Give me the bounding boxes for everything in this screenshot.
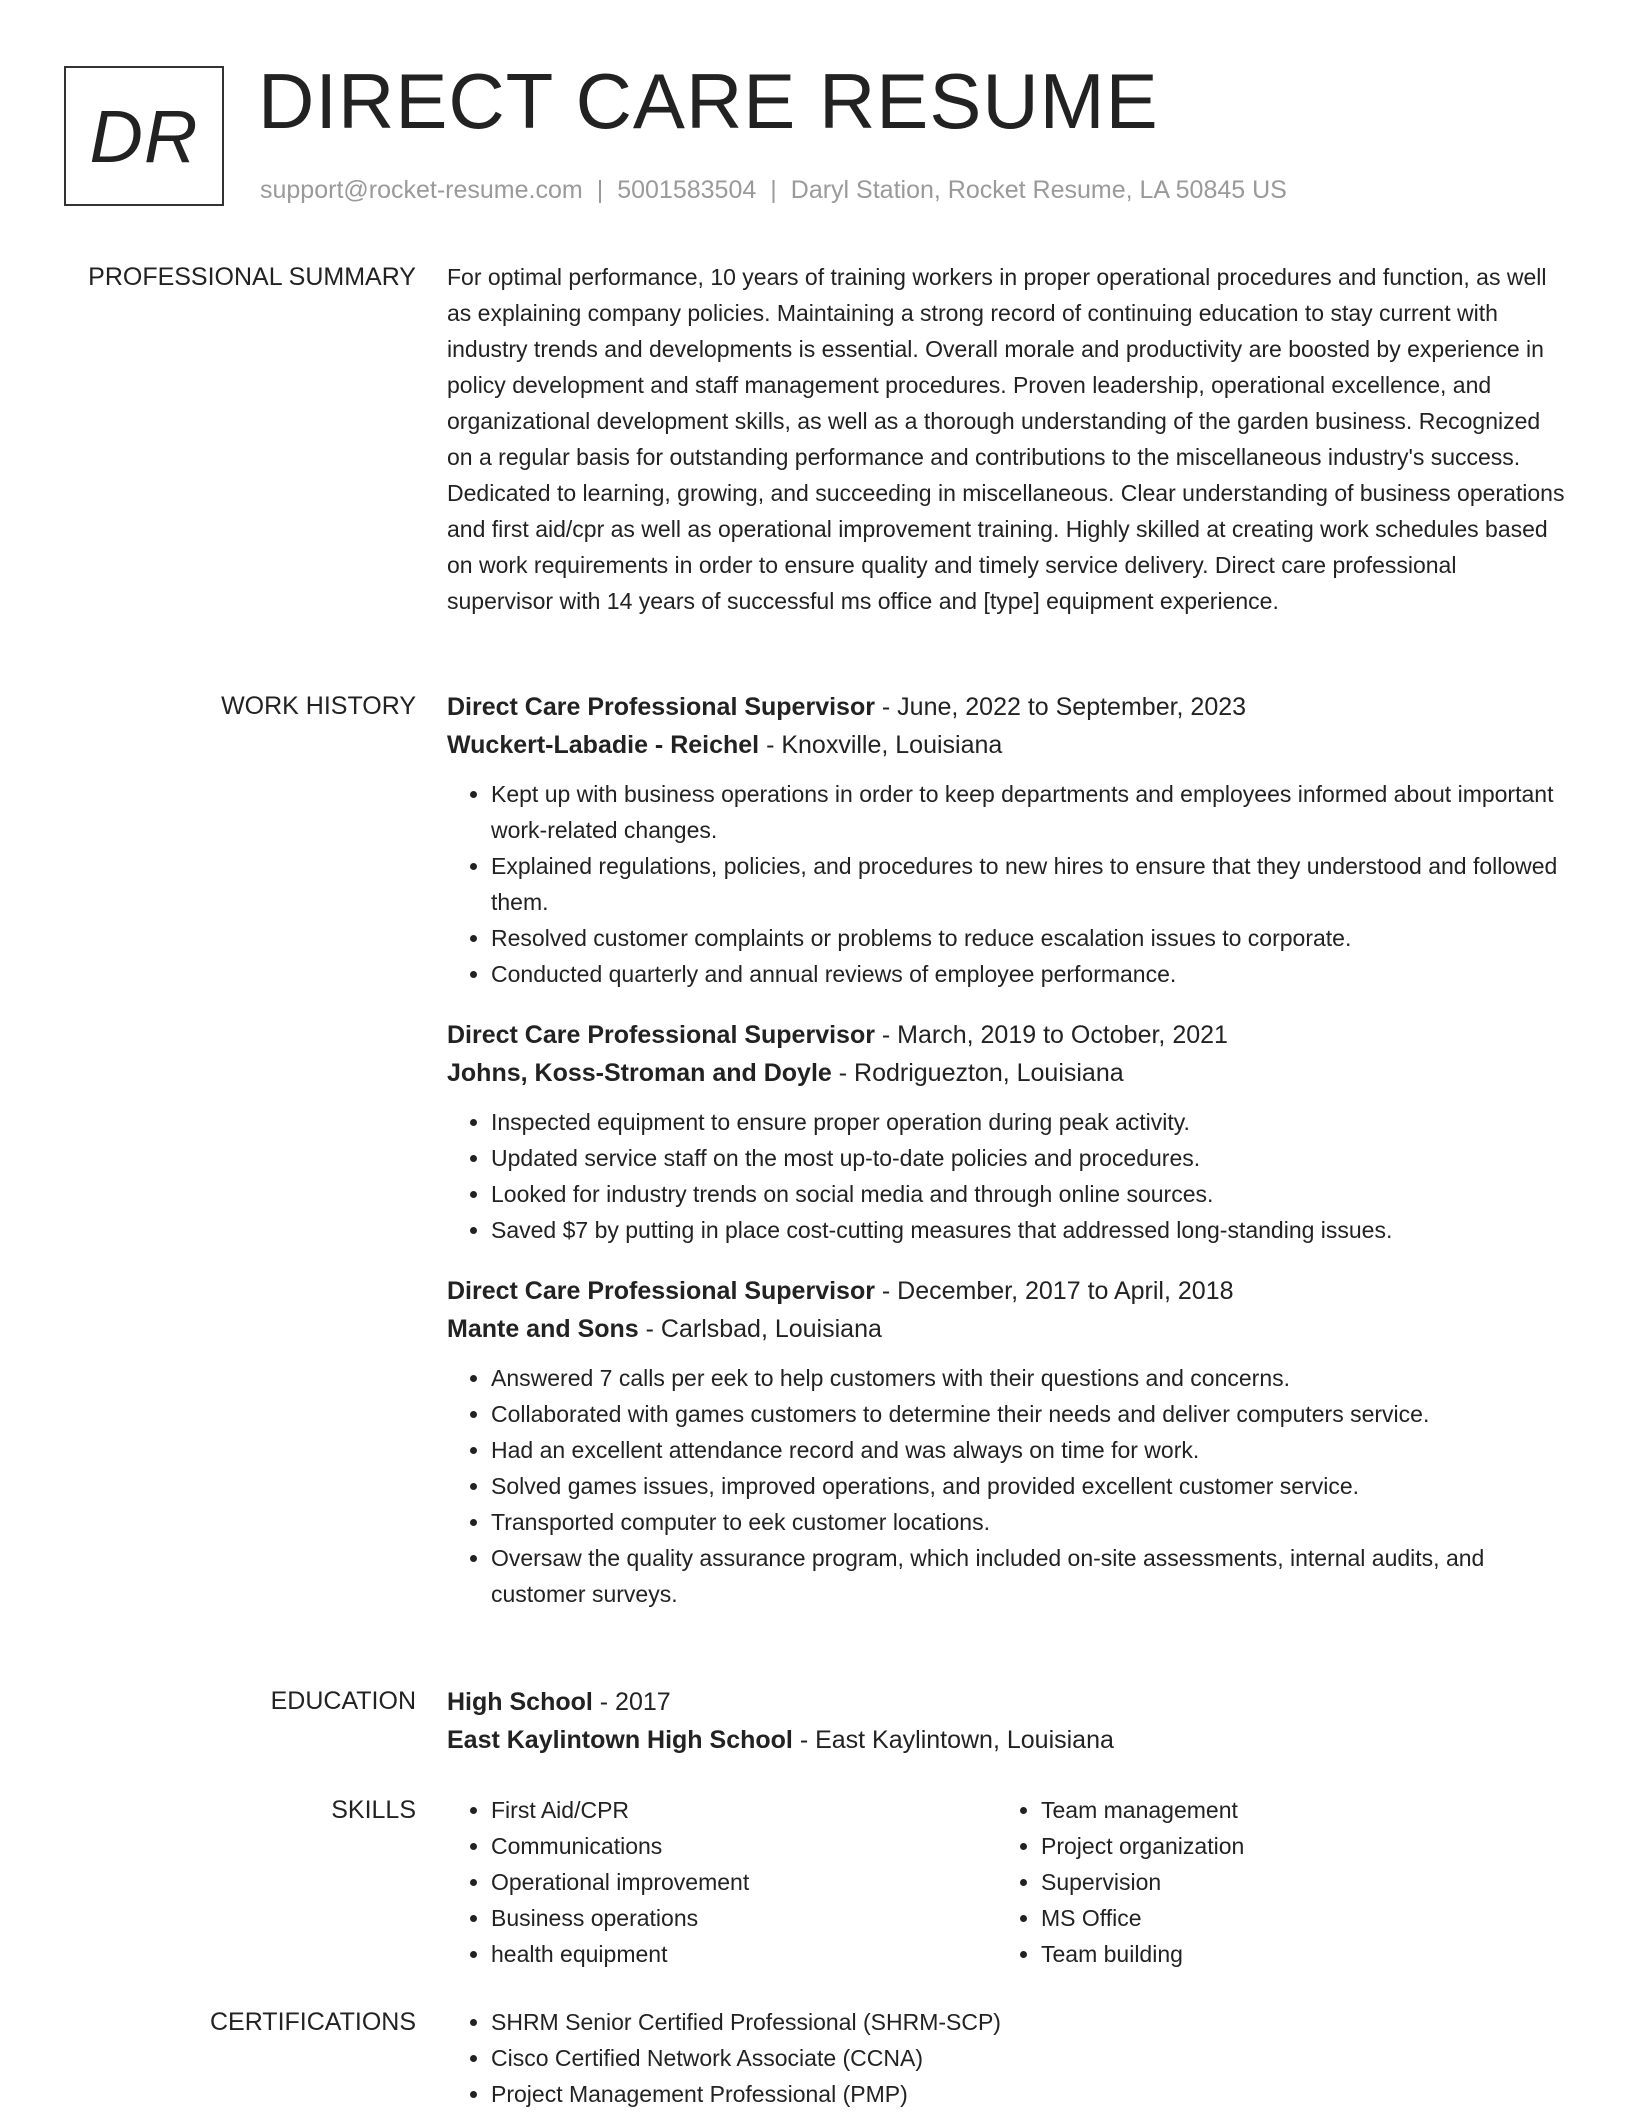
job-title-line xyxy=(447,1016,1567,1054)
education-year: - 2017 xyxy=(592,1688,671,1716)
certifications-body xyxy=(447,2004,1567,2112)
job-company: Johns, Koss-Stroman and Doyle xyxy=(447,1059,832,1087)
job-dates: - March, 2019 to October, 2021 xyxy=(874,1021,1228,1049)
education-degree-line xyxy=(447,1683,1567,1721)
work-history-heading: WORK HISTORY xyxy=(221,692,416,720)
skills-column-left xyxy=(447,1792,997,1972)
list-item: • health equipment xyxy=(491,1936,997,1972)
contact-separator: | xyxy=(770,176,777,204)
list-item: • Project organization xyxy=(1041,1828,1547,1864)
list-item: • Business operations xyxy=(491,1900,997,1936)
skills-heading: SKILLS xyxy=(331,1796,416,1824)
list-item: • SHRM Senior Certified Professional (SHRM-SCP) xyxy=(491,2004,1567,2040)
list-item: • Updated service staff on the most up-to-date policies and procedures. xyxy=(491,1140,1567,1176)
list-item: • Cisco Certified Network Associate (CCNA) xyxy=(491,2040,1567,2076)
list-item: • MS Office xyxy=(1041,1900,1547,1936)
skills-columns xyxy=(447,1792,1567,1972)
list-item: • Team management xyxy=(1041,1792,1547,1828)
list-item: • Supervision xyxy=(1041,1864,1547,1900)
list-item: • First Aid/CPR xyxy=(491,1792,997,1828)
contact-phone: 5001583504 xyxy=(617,176,757,204)
skills-body xyxy=(447,1792,1567,1972)
work-history-body xyxy=(447,688,1567,1636)
list-item: • Saved $7 by putting in place cost-cutting measures that addressed long-standing issues. xyxy=(491,1212,1567,1248)
monogram-logo xyxy=(64,66,224,206)
list-item: • Kept up with business operations in order to keep departments and employees informed about important work-related changes. xyxy=(491,776,1567,848)
job-title-line xyxy=(447,1272,1567,1310)
list-item: • Had an excellent attendance record and was always on time for work. xyxy=(491,1432,1567,1468)
contact-email: support@rocket-resume.com xyxy=(260,176,583,204)
contact-separator: | xyxy=(596,176,604,204)
summary-body xyxy=(447,259,1567,619)
list-item: • Communications xyxy=(491,1828,997,1864)
job-entry xyxy=(447,688,1567,992)
job-dates: - June, 2022 to September, 2023 xyxy=(874,693,1247,721)
job-location: - Carlsbad, Louisiana xyxy=(638,1315,882,1343)
job-dates: - December, 2017 to April, 2018 xyxy=(874,1277,1234,1305)
education-body xyxy=(447,1683,1567,1759)
job-bullets xyxy=(447,1104,1567,1248)
job-location: - Knoxville, Louisiana xyxy=(759,731,1003,759)
contact-address: Daryl Station, Rocket Resume, LA 50845 US xyxy=(790,176,1287,204)
list-item: • Solved games issues, improved operations, and provided excellent customer service. xyxy=(491,1468,1567,1504)
education-school: East Kaylintown High School xyxy=(447,1726,793,1754)
list-item: • Transported computer to eek customer locations. xyxy=(491,1504,1567,1540)
certifications-list xyxy=(447,2004,1567,2112)
list-item: • Answered 7 calls per eek to help customers with their questions and concerns. xyxy=(491,1360,1567,1396)
summary-text: For optimal performance, 10 years of training workers in proper operational procedures and function, as well as explaining company policies. Maintaining a strong record of continuing education to stay current with industry trends and developments is essential. Overall morale and productivity are boosted by experience in policy development and staff management procedures. Proven leadership, operational excellence, and organizational development skills, as well as a thorough understanding of the garden business. Recognized on a regular basis for outstanding performance and contributions to the miscellaneous industry's success. Dedicated to learning, growing, and succeeding in miscellaneous. Clear understanding of business operations and first aid/cpr as well as operational improvement training. Highly skilled at creating work schedules based on work requirements in order to ensure quality and timely service delivery. Direct care professional supervisor with 14 years of successful ms office and [type] equipment experience. xyxy=(447,264,1565,614)
page-title: DIRECT CARE RESUME xyxy=(258,57,1159,145)
job-location: - Rodriguezton, Louisiana xyxy=(831,1059,1124,1087)
job-company: Mante and Sons xyxy=(447,1315,639,1343)
job-bullets xyxy=(447,776,1567,992)
list-item: • Team building xyxy=(1041,1936,1547,1972)
job-company-line xyxy=(447,1310,1567,1348)
list-item: • Project Management Professional (PMP) xyxy=(491,2076,1567,2112)
job-title-line xyxy=(447,688,1567,726)
list-item: • Oversaw the quality assurance program, which included on-site assessments, internal audits, and customer surveys. xyxy=(491,1540,1567,1612)
job-title: Direct Care Professional Supervisor xyxy=(447,693,875,721)
education-school-line xyxy=(447,1721,1567,1759)
list-item: • Looked for industry trends on social media and through online sources. xyxy=(491,1176,1567,1212)
job-title: Direct Care Professional Supervisor xyxy=(447,1277,875,1305)
skills-list xyxy=(997,1792,1547,1972)
skills-list xyxy=(447,1792,997,1972)
job-entry xyxy=(447,1016,1567,1248)
certifications-heading: CERTIFICATIONS xyxy=(209,2008,416,2036)
list-item: • Resolved customer complaints or problems to reduce escalation issues to corporate. xyxy=(491,920,1567,956)
job-bullets xyxy=(447,1360,1567,1612)
list-item: • Conducted quarterly and annual reviews of employee performance. xyxy=(491,956,1567,992)
contact-line xyxy=(260,174,1287,206)
skills-column-right xyxy=(997,1792,1547,1972)
job-title: Direct Care Professional Supervisor xyxy=(447,1021,875,1049)
job-entry xyxy=(447,1272,1567,1612)
education-heading: EDUCATION xyxy=(270,1687,416,1715)
monogram-initials: DR xyxy=(89,94,199,178)
job-company: Wuckert-Labadie - Reichel xyxy=(447,731,760,759)
list-item: • Collaborated with games customers to determine their needs and deliver computers service. xyxy=(491,1396,1567,1432)
list-item: • Explained regulations, policies, and procedures to new hires to ensure that they understood and followed them. xyxy=(491,848,1567,920)
job-company-line xyxy=(447,726,1567,764)
education-location: - East Kaylintown, Louisiana xyxy=(792,1726,1114,1754)
list-item: • Operational improvement xyxy=(491,1864,997,1900)
list-item: • Inspected equipment to ensure proper operation during peak activity. xyxy=(491,1104,1567,1140)
summary-heading: PROFESSIONAL SUMMARY xyxy=(88,263,416,291)
job-company-line xyxy=(447,1054,1567,1092)
education-degree: High School xyxy=(447,1688,593,1716)
